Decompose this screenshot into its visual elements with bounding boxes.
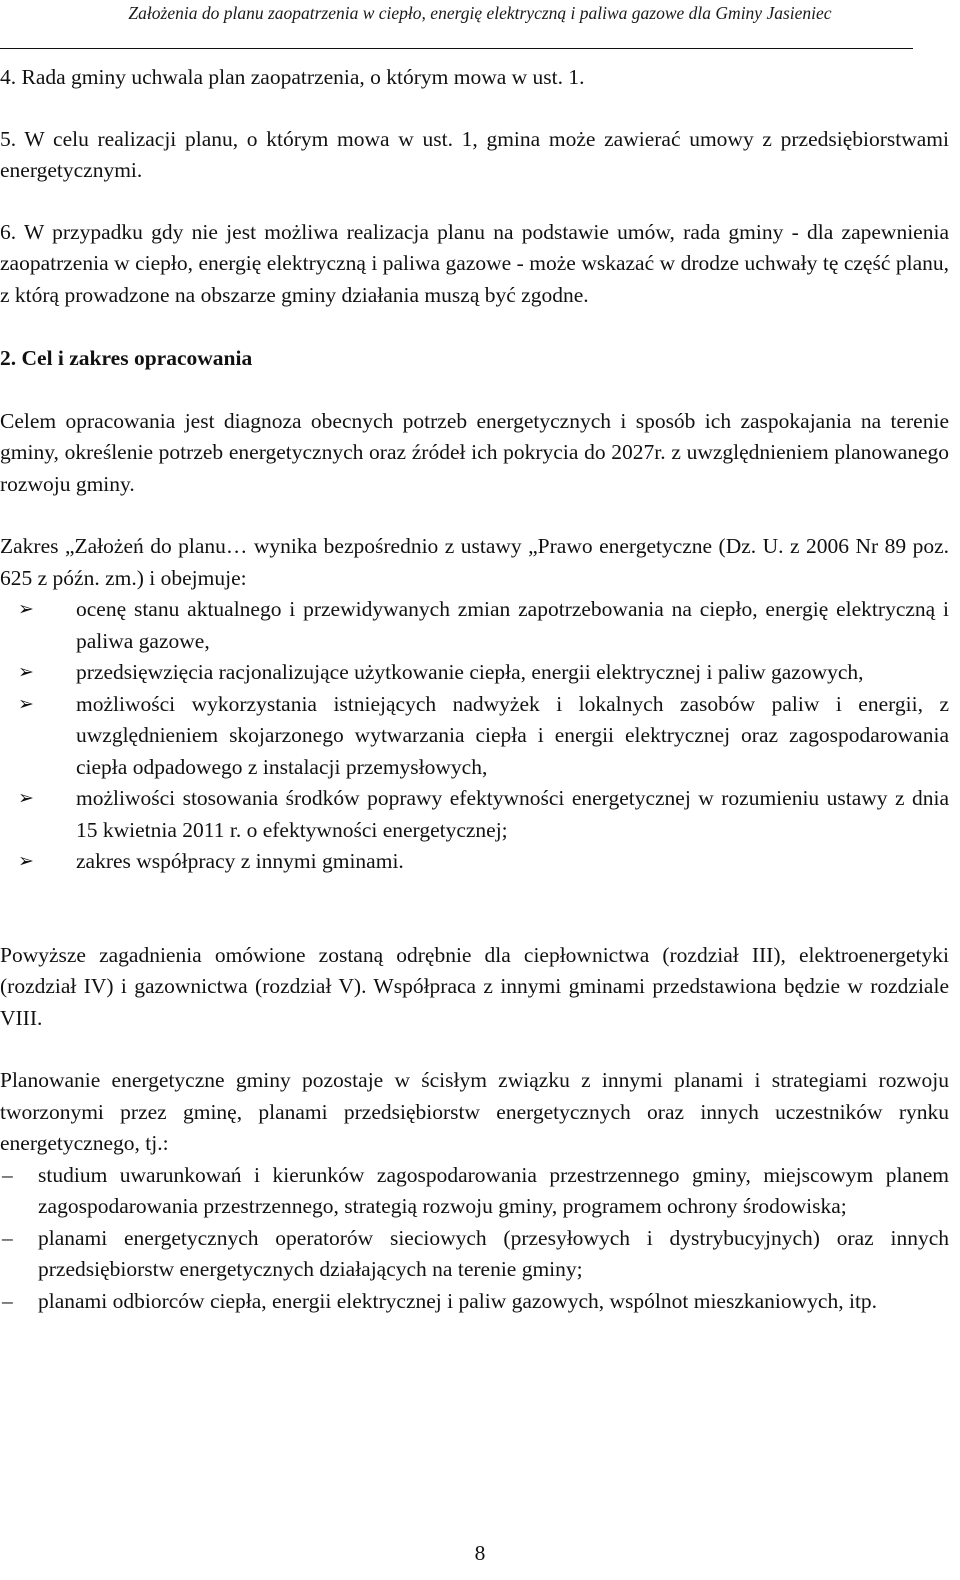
planning-paragraph: Planowanie energetyczne gminy pozostaje w ścisłym związku z innymi planami i strategiami rozwoju tworzonymi przez gminę, planami przedsiębiorstw energetycznych oraz innych uczestników rynku energetycznego, tj.:	[0, 1068, 949, 1155]
list-item	[0, 846, 949, 878]
paragraph-5: 5. W celu realizacji planu, o którym mowa w ust. 1, gmina może zawierać umowy z przedsiębiorstwami energetycznymi.	[0, 126, 949, 182]
list-item	[0, 689, 949, 784]
scope-list	[0, 594, 949, 878]
page-content	[0, 62, 949, 1317]
dash-bullet-icon: –	[2, 1225, 13, 1250]
scope-intro: Zakres „Założeń do planu… wynika bezpośrednio z ustawy „Prawo energetyczne (Dz. U. z 2006 Nr 89 poz. 625 z późn. zm.) i obejmuje:	[0, 534, 949, 590]
arrow-bullet-icon: ➢	[18, 598, 34, 620]
arrow-bullet-icon: ➢	[18, 850, 34, 872]
list-item	[0, 1160, 949, 1223]
section-heading: 2. Cel i zakres opracowania	[0, 346, 253, 370]
dash-bullet-icon: –	[2, 1288, 13, 1313]
dash-bullet-icon: –	[2, 1162, 13, 1187]
paragraph-4: 4. Rada gminy uchwala plan zaopatrzenia, o którym mowa w ust. 1.	[0, 65, 585, 89]
section-intro: Celem opracowania jest diagnoza obecnych potrzeb energetycznych i sposób ich zaspokajania na terenie gminy, określenie potrzeb energetycznych oraz źródeł ich pokrycia do 2027r. z uwzględnieniem planowanego rozwoju gminy.	[0, 408, 949, 496]
list-item-text: przedsięwzięcia racjonalizujące użytkowanie ciepła, energii elektrycznej i paliw gazowych,	[76, 660, 864, 684]
list-item	[0, 783, 949, 846]
page-number: 8	[474, 1541, 486, 1565]
list-item	[0, 657, 949, 689]
arrow-bullet-icon: ➢	[18, 692, 34, 715]
summary-paragraph: Powyższe zagadnienia omówione zostaną odrębnie dla ciepłownictwa (rozdział III), elektroenergetyki (rozdział IV) i gazownictwa (rozdział V). Współpraca z innymi gminami przedstawiona będzie w rozdziale VIII.	[0, 942, 949, 1030]
list-item-text: ocenę stanu aktualnego i przewidywanych zmian zapotrzebowania na ciepło, energię elektryczną i paliwa gazowe,	[76, 597, 949, 653]
list-item-text: zakres współpracy z innymi gminami.	[76, 849, 404, 873]
list-item-text: możliwości wykorzystania istniejących nadwyżek i lokalnych zasobów paliw i energii, z uwzględnieniem skojarzonego wytwarzania ciepła i energii elektrycznej oraz zagospodarowania ciepła odpadowego z instalacji przemysłowych,	[76, 691, 949, 779]
list-item-text: studium uwarunkowań i kierunków zagospodarowania przestrzennego gminy, miejscowym planem zagospodarowania przestrzennego, strategią rozwoju gminy, programem ochrony środowiska;	[38, 1162, 949, 1218]
list-item-text: planami odbiorców ciepła, energii elektrycznej i paliw gazowych, wspólnot mieszkaniowych, itp.	[38, 1288, 878, 1313]
arrow-bullet-icon: ➢	[18, 787, 34, 809]
list-item-text: planami energetycznych operatorów sieciowych (przesyłowych i dystrybucyjnych) oraz innych przedsiębiorstw energetycznych działających na terenie gminy;	[38, 1225, 949, 1281]
list-item-text: możliwości stosowania środków poprawy efektywności energetycznej w rozumieniu ustawy z dnia 15 kwietnia 2011 r. o efektywności energetycznej;	[76, 786, 949, 842]
running-header: Założenia do planu zaopatrzenia w ciepło, energię elektryczną i paliwa gazowe dla Gminy Jasieniec	[128, 3, 832, 23]
list-item	[0, 1223, 949, 1286]
planning-list	[0, 1160, 949, 1318]
paragraph-6: 6. W przypadku gdy nie jest możliwa realizacja planu na podstawie umów, rada gminy - dla zapewnienia zaopatrzenia w ciepło, energię elektryczną i paliwa gazowe - może wskazać w drodze uchwały tę część planu, z którą prowadzone na obszarze gminy działania muszą być zgodne.	[0, 219, 949, 307]
header-rule	[0, 48, 913, 49]
list-item	[0, 1286, 949, 1318]
list-item	[0, 594, 949, 657]
arrow-bullet-icon: ➢	[18, 661, 34, 683]
